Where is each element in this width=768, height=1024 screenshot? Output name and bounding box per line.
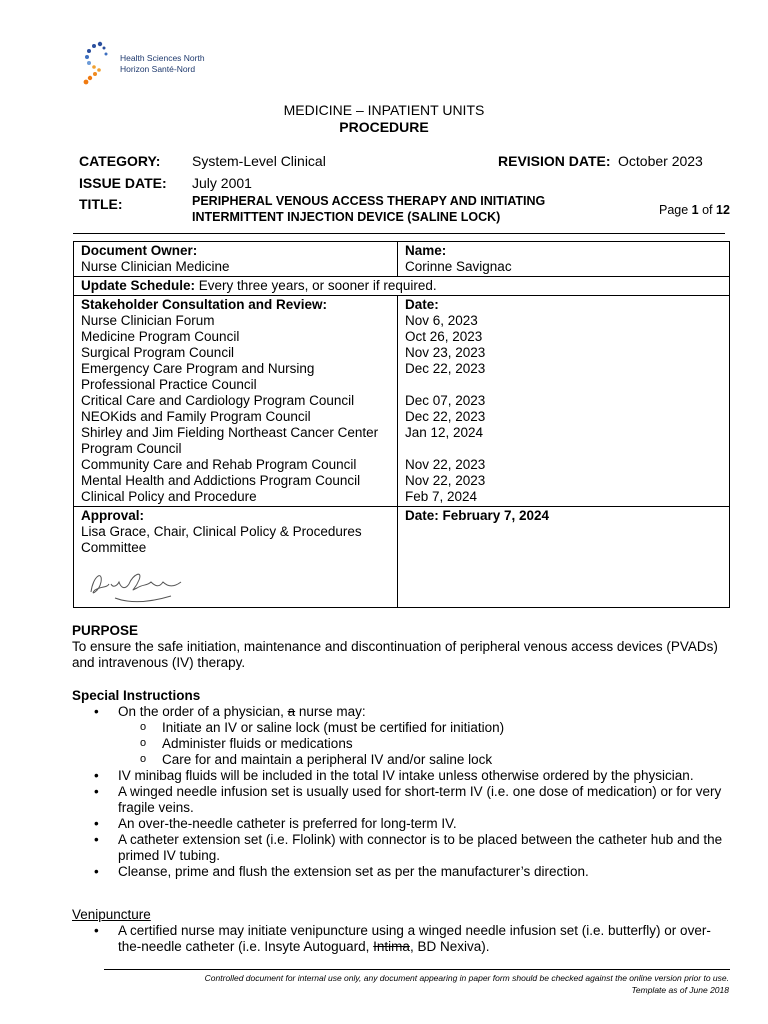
name-cell bbox=[398, 242, 730, 277]
special-instructions-section bbox=[72, 688, 732, 880]
stakeholder-item: Critical Care and Cardiology Program Council bbox=[81, 393, 355, 408]
date-item bbox=[405, 377, 722, 393]
date-item: Nov 23, 2023 bbox=[405, 345, 486, 360]
stakeholder-item: Shirley and Jim Fielding Northeast Cancer Center Program Council bbox=[81, 425, 379, 456]
sub-list-item: o Administer fluids or medications bbox=[72, 736, 732, 752]
date-item: Oct 26, 2023 bbox=[405, 329, 483, 344]
date-item: Feb 7, 2024 bbox=[405, 489, 478, 504]
list-item: • Cleanse, prime and flush the extension set as per the manufacturer’s direction. bbox=[72, 864, 732, 880]
date-item: Nov 6, 2023 bbox=[405, 313, 478, 328]
stakeholder-item: NEOKids and Family Program Council bbox=[81, 409, 311, 424]
approval-label: Approval: bbox=[81, 508, 145, 523]
stakeholder-cell bbox=[74, 296, 398, 507]
stakeholder-item: Clinical Policy and Procedure bbox=[81, 489, 257, 504]
venipuncture-strike: Intima bbox=[373, 939, 410, 954]
venipuncture-list bbox=[72, 923, 732, 955]
update-label: Update Schedule: bbox=[81, 278, 196, 293]
venipuncture-text-end: , BD Nexiva). bbox=[409, 939, 490, 954]
approval-date-cell bbox=[398, 507, 730, 608]
page-number bbox=[659, 203, 730, 217]
page-current: 1 bbox=[691, 203, 699, 217]
date-item: Nov 22, 2023 bbox=[405, 473, 486, 488]
date-item: Jan 12, 2024 bbox=[405, 425, 484, 440]
logo-line-1: Health Sciences North bbox=[120, 53, 205, 63]
category-label: CATEGORY: bbox=[79, 153, 161, 169]
document-info-table bbox=[73, 241, 730, 608]
date-item: Dec 22, 2023 bbox=[405, 361, 486, 376]
stakeholder-item: Emergency Care Program and Nursing Professional Practice Council bbox=[81, 361, 315, 392]
purpose-section bbox=[72, 623, 732, 671]
purpose-heading: PURPOSE bbox=[72, 623, 139, 638]
approval-value: Lisa Grace, Chair, Clinical Policy & Procedures Committee bbox=[81, 524, 362, 555]
stakeholder-label: Stakeholder Consultation and Review: bbox=[81, 297, 328, 312]
update-value: Every three years, or sooner if required. bbox=[195, 278, 437, 293]
footer-disclaimer: Controlled document for internal use only, any document appearing in paper form should be checked against the online version prior to use. bbox=[204, 973, 729, 983]
document-title: PERIPHERAL VENOUS ACCESS THERAPY AND INITIATING INTERMITTENT INJECTION DEVICE (SALINE LOCK) bbox=[192, 194, 546, 224]
footer-template: Template as of June 2018 bbox=[631, 985, 729, 995]
document-type: PROCEDURE bbox=[339, 119, 429, 135]
revision-value: October 2023 bbox=[618, 153, 703, 169]
stakeholder-item: Mental Health and Addictions Program Council bbox=[81, 473, 361, 488]
date-item: Dec 07, 2023 bbox=[405, 393, 486, 408]
issue-label: ISSUE DATE: bbox=[79, 175, 167, 191]
owner-label: Document Owner: bbox=[81, 243, 198, 258]
intro-strike: a bbox=[287, 704, 296, 719]
page-prefix: Page bbox=[659, 203, 692, 217]
date-label: Date: bbox=[405, 297, 439, 312]
list-item: • A winged needle infusion set is usually used for short-term IV (i.e. one dose of medication) or for very fragile veins. bbox=[72, 784, 732, 816]
list-item bbox=[72, 704, 732, 720]
venipuncture-text: A certified nurse may initiate venipuncture using a winged needle infusion set (i.e. butterfly) or over-the-needle catheter (i.e. Insyte Autoguard, bbox=[118, 923, 711, 954]
stakeholder-item: Nurse Clinician Forum bbox=[81, 313, 215, 328]
name-value: Corinne Savignac bbox=[405, 259, 512, 274]
approval-date: Date: February 7, 2024 bbox=[405, 508, 550, 523]
header-rule bbox=[73, 233, 725, 234]
page-of: of bbox=[698, 203, 716, 217]
logo-mark-icon bbox=[80, 38, 116, 88]
date-item: Dec 22, 2023 bbox=[405, 409, 486, 424]
owner-cell bbox=[74, 242, 398, 277]
sub-list-item: o Initiate an IV or saline lock (must be certified for initiation) bbox=[72, 720, 732, 736]
stakeholder-item: Surgical Program Council bbox=[81, 345, 235, 360]
stakeholder-item: Community Care and Rehab Program Council bbox=[81, 457, 357, 472]
footer-rule bbox=[104, 969, 730, 970]
date-cell bbox=[398, 296, 730, 507]
update-schedule-cell bbox=[74, 277, 730, 296]
category-value: System-Level Clinical bbox=[192, 153, 326, 169]
intro-text: On the order of a physician, bbox=[118, 704, 288, 719]
venipuncture-heading: Venipuncture bbox=[72, 907, 151, 922]
list-item: • An over-the-needle catheter is preferred for long-term IV. bbox=[72, 816, 732, 832]
revision-label: REVISION DATE: bbox=[498, 153, 611, 169]
owner-value: Nurse Clinician Medicine bbox=[81, 259, 230, 274]
date-item: Nov 22, 2023 bbox=[405, 457, 486, 472]
page-total: 12 bbox=[716, 203, 730, 217]
venipuncture-section bbox=[72, 907, 732, 955]
logo-text bbox=[120, 53, 205, 75]
list-item: • A catheter extension set (i.e. Flolink) with connector is to be placed between the catheter hub and the primed IV tubing. bbox=[72, 832, 732, 864]
approval-cell bbox=[74, 507, 398, 608]
hsn-logo bbox=[80, 38, 220, 94]
list-item bbox=[72, 923, 732, 955]
date-item bbox=[405, 441, 722, 457]
issue-value: July 2001 bbox=[192, 175, 252, 191]
stakeholder-list bbox=[81, 313, 390, 505]
title-label: TITLE: bbox=[79, 196, 123, 212]
signature bbox=[81, 562, 390, 606]
name-label: Name: bbox=[405, 243, 447, 258]
special-heading: Special Instructions bbox=[72, 688, 201, 703]
date-list bbox=[405, 313, 722, 505]
sub-list-item: o Care for and maintain a peripheral IV and/or saline lock bbox=[72, 752, 732, 768]
signature-icon bbox=[81, 562, 201, 606]
purpose-text: To ensure the safe initiation, maintenance and discontinuation of peripheral venous access devices (PVADs) and intravenous (IV) therapy. bbox=[72, 639, 718, 670]
list-item: • IV minibag fluids will be included in the total IV intake unless otherwise ordered by the physician. bbox=[72, 768, 732, 784]
logo-line-2: Horizon Santé-Nord bbox=[120, 64, 196, 74]
intro-text-end: nurse may: bbox=[295, 704, 366, 719]
special-list bbox=[72, 704, 732, 880]
stakeholder-item: Medicine Program Council bbox=[81, 329, 240, 344]
document-department: MEDICINE – INPATIENT UNITS bbox=[283, 102, 485, 118]
